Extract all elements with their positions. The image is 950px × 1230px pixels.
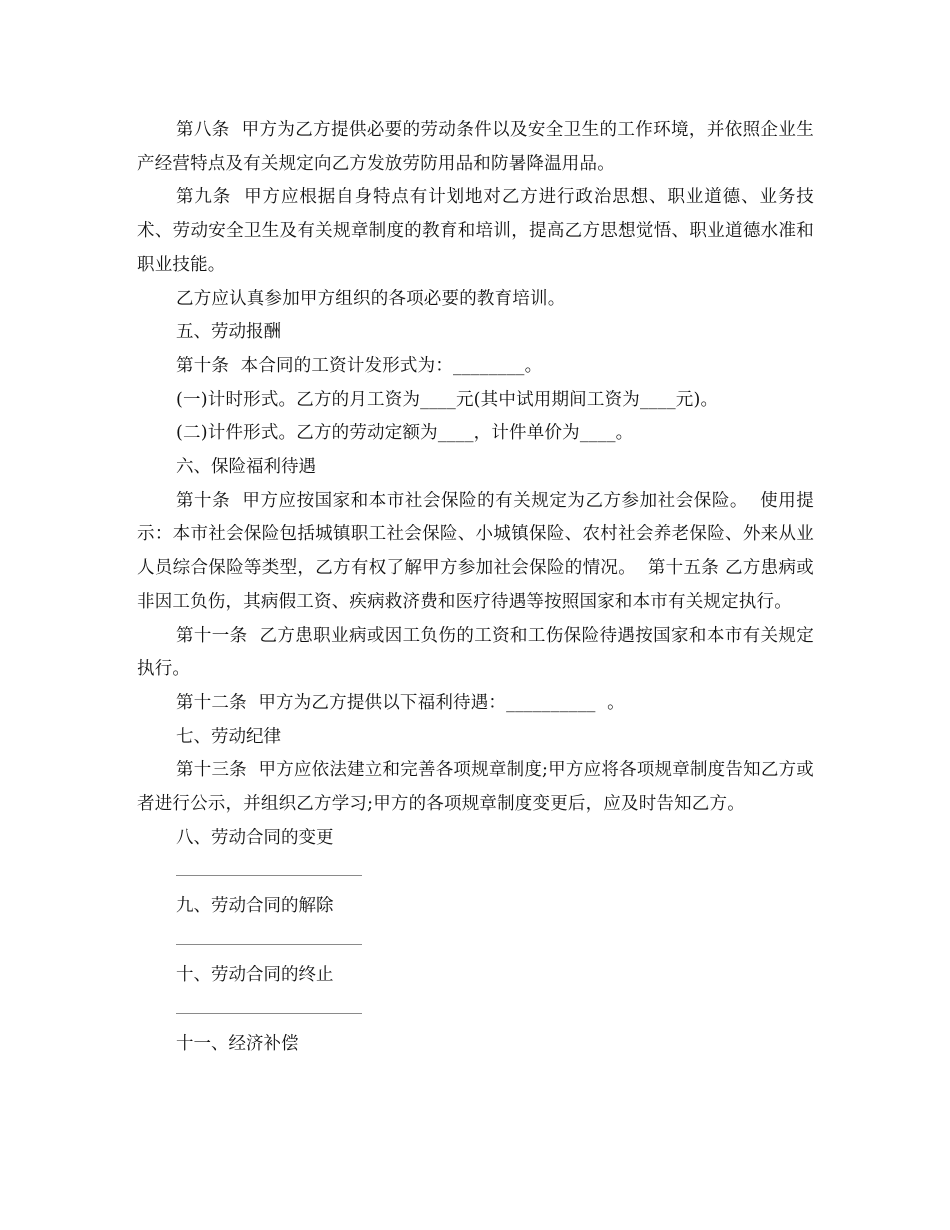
section-heading-contract-change: 八、劳动合同的变更	[176, 827, 334, 848]
social-insurance-paragraph: 第十条 甲方应按国家和本市社会保险的有关规定为乙方参加社会保险。 使用提示：本市社会保险包括城镇职工社会保险、小城镇保险、农村社会养老保险、外来从业人员综合保险等类型，乙方有权了解甲方参加社会保险的情况。 第十五条 乙方患病或非因工负伤，其病假工资、疾病救济费和医疗待遇等按照国家和本市有关规定执行。	[137, 490, 814, 612]
article-10-paragraph: 第十条 本合同的工资计发形式为：________。	[176, 355, 543, 376]
article-13-paragraph: 第十三条 甲方应依法建立和完善各项规章制度;甲方应将各项规章制度告知乙方或者进行公示，并组织乙方学习;甲方的各项规章制度变更后，应及时告知乙方。	[137, 760, 814, 815]
horizontal-rule	[176, 875, 362, 876]
training-paragraph: 乙方应认真参加甲方组织的各项必要的教育培训。	[176, 288, 566, 309]
hourly-wage-paragraph: (一)计时形式。乙方的月工资为____元(其中试用期间工资为____元)。	[176, 389, 719, 410]
article-11-paragraph: 第十一条 乙方患职业病或因工负伤的工资和工伤保险待遇按国家和本市有关规定执行。	[137, 625, 814, 680]
section-heading-contract-end: 十、劳动合同的终止	[176, 965, 334, 986]
piece-rate-paragraph: (二)计件形式。乙方的劳动定额为____，计件单价为____。	[176, 423, 634, 444]
blank-line-contract-termination	[137, 924, 814, 959]
section-heading-contract-termination: 九、劳动合同的解除	[176, 896, 334, 917]
section-heading-insurance: 六、保险福利待遇	[176, 457, 316, 478]
blank-line-contract-end	[137, 993, 814, 1028]
blank-line-contract-change	[137, 855, 814, 890]
document-page	[137, 114, 814, 1062]
section-heading-remuneration: 五、劳动报酬	[176, 322, 281, 343]
article-12-paragraph: 第十二条 甲方为乙方提供以下福利待遇：__________ 。	[176, 692, 625, 713]
section-heading-compensation: 十一、经济补偿	[176, 1033, 299, 1054]
article-9-paragraph: 第九条 甲方应根据自身特点有计划地对乙方进行政治思想、职业道德、业务技术、劳动安全卫生及有关规章制度的教育和培训，提高乙方思想觉悟、职业道德水准和职业技能。	[137, 187, 814, 275]
horizontal-rule	[176, 1013, 362, 1014]
section-heading-discipline: 七、劳动纪律	[176, 726, 281, 747]
article-8-paragraph: 第八条 甲方为乙方提供必要的劳动条件以及安全卫生的工作环境，并依照企业生产经营特点及有关规定向乙方发放劳防用品和防暑降温用品。	[137, 120, 814, 174]
horizontal-rule	[176, 944, 362, 945]
